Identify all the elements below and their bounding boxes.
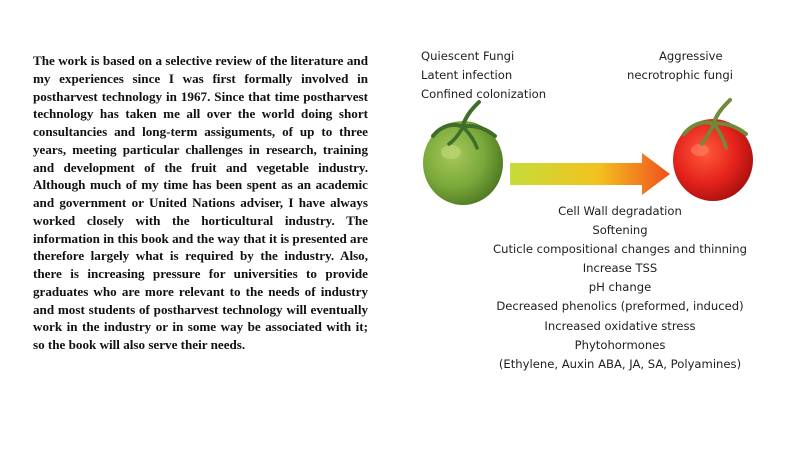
effect-item: Decreased phenolics (preformed, induced) <box>496 299 744 314</box>
effect-item: Softening <box>592 223 648 238</box>
right-label-line-2: necrotrophic fungi <box>627 68 733 82</box>
red-tomato-image <box>670 98 760 204</box>
transition-arrow <box>510 151 674 197</box>
left-label-line-2: Latent infection <box>421 68 513 82</box>
effect-item: pH change <box>588 280 652 295</box>
body-paragraph: The work is based on a selective review of the literature and my experiences since I was first formally involved in postharvest technology in 1967. Since that time postharvest technology has taken me all over the world doing short consultancies and long-term assiguments, of up to three years, meeting particular challenges in research, training and development of the fruit and vegetable industry. Although much of my time has been spent as an academic and government or United Nations adviser, I have always worked closely with the horticultural industry. The information in this book and the way that it is presented are therefore largely what is required by the industry. Also, there is increasing pressure for universities to provide graduates who are more relevant to the needs of industry and most students of postharvest technology will eventually work in the industry or in some way be associated with it; so the book will also serve their needs. <box>33 53 368 352</box>
ripening-figure <box>400 0 800 449</box>
left-label-line-3: Confined colonization <box>421 87 547 101</box>
effect-item: (Ethylene, Auxin ABA, JA, SA, Polyamines) <box>498 356 742 371</box>
effect-item: Cuticle compositional changes and thinning <box>493 242 747 257</box>
effect-item: Phytohormones <box>574 337 666 352</box>
aggressive-fungi-label <box>627 47 733 85</box>
right-label-line-1: Aggressive <box>659 49 723 63</box>
ripening-effects-list <box>455 202 785 374</box>
left-label-line-1: Quiescent Fungi <box>421 49 515 63</box>
green-tomato-image <box>415 100 515 210</box>
effect-item: Increase TSS <box>582 261 658 276</box>
quiescent-fungi-label <box>421 47 546 104</box>
effect-item: Cell Wall degradation <box>558 204 682 218</box>
effect-item: Increased oxidative stress <box>544 318 696 333</box>
